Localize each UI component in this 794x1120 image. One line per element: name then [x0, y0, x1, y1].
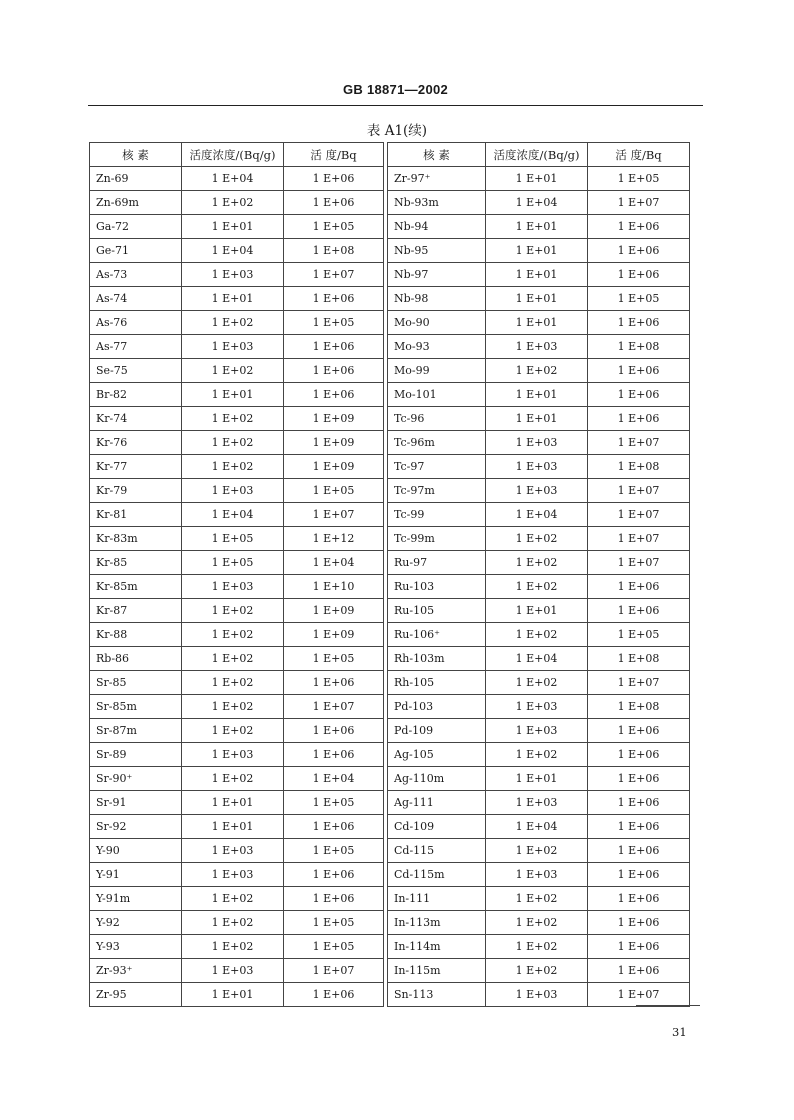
activity-cell-left: 1 E+06 [284, 167, 384, 191]
activity-cell-left: 1 E+06 [284, 863, 384, 887]
table-row [90, 215, 690, 239]
activity-cell-right: 1 E+05 [588, 287, 690, 311]
table-row [90, 887, 690, 911]
activity-concentration-cell-right: 1 E+02 [486, 935, 588, 959]
table-row [90, 671, 690, 695]
nuclide-cell-right: Tc-97 [388, 455, 486, 479]
table-row [90, 839, 690, 863]
table-row [90, 263, 690, 287]
nuclide-cell-left: Kr-85m [90, 575, 182, 599]
nuclide-cell-left: Ge-71 [90, 239, 182, 263]
activity-cell-right: 1 E+06 [588, 311, 690, 335]
activity-concentration-cell-left: 1 E+04 [182, 167, 284, 191]
activity-cell-left: 1 E+05 [284, 935, 384, 959]
activity-cell-left: 1 E+06 [284, 815, 384, 839]
table-row [90, 311, 690, 335]
activity-concentration-cell-right: 1 E+04 [486, 503, 588, 527]
nuclide-cell-right: Cd-115 [388, 839, 486, 863]
table-row [90, 383, 690, 407]
activity-concentration-cell-left: 1 E+02 [182, 911, 284, 935]
activity-cell-right: 1 E+07 [588, 983, 690, 1007]
nuclide-cell-left: Kr-87 [90, 599, 182, 623]
nuclide-cell-left: Ga-72 [90, 215, 182, 239]
activity-concentration-cell-left: 1 E+02 [182, 599, 284, 623]
activity-concentration-cell-right: 1 E+02 [486, 623, 588, 647]
activity-cell-left: 1 E+05 [284, 647, 384, 671]
nuclide-cell-left: Y-90 [90, 839, 182, 863]
nuclide-cell-left: Zn-69m [90, 191, 182, 215]
header-nuclide-right: 核 素 [388, 143, 486, 167]
activity-concentration-cell-left: 1 E+03 [182, 863, 284, 887]
activity-concentration-cell-right: 1 E+03 [486, 695, 588, 719]
activity-cell-right: 1 E+08 [588, 695, 690, 719]
nuclide-cell-right: Rh-103m [388, 647, 486, 671]
table-row [90, 431, 690, 455]
activity-cell-right: 1 E+08 [588, 455, 690, 479]
activity-concentration-cell-left: 1 E+02 [182, 623, 284, 647]
nuclide-cell-right: Pd-109 [388, 719, 486, 743]
nuclide-cell-left: Kr-76 [90, 431, 182, 455]
nuclide-cell-left: Rb-86 [90, 647, 182, 671]
nuclide-cell-right: Cd-109 [388, 815, 486, 839]
activity-cell-right: 1 E+06 [588, 959, 690, 983]
activity-concentration-cell-right: 1 E+03 [486, 983, 588, 1007]
nuclide-cell-right: Tc-99 [388, 503, 486, 527]
table-row [90, 791, 690, 815]
nuclide-cell-left: Y-92 [90, 911, 182, 935]
activity-concentration-cell-left: 1 E+03 [182, 743, 284, 767]
activity-concentration-cell-right: 1 E+03 [486, 863, 588, 887]
nuclide-cell-right: In-115m [388, 959, 486, 983]
nuclide-cell-right: Tc-96 [388, 407, 486, 431]
activity-cell-right: 1 E+06 [588, 887, 690, 911]
nuclide-cell-left: Y-91 [90, 863, 182, 887]
table-row [90, 287, 690, 311]
activity-concentration-cell-left: 1 E+03 [182, 839, 284, 863]
nuclide-cell-left: Zn-69 [90, 167, 182, 191]
nuclide-cell-left: Kr-83m [90, 527, 182, 551]
nuclide-cell-right: Nb-95 [388, 239, 486, 263]
table-row [90, 911, 690, 935]
header-activity-concentration-left: 活度浓度/(Bq/g) [182, 143, 284, 167]
table-row [90, 863, 690, 887]
activity-cell-left: 1 E+09 [284, 407, 384, 431]
nuclide-cell-right: Zr-97⁺ [388, 167, 486, 191]
activity-concentration-cell-left: 1 E+02 [182, 431, 284, 455]
activity-concentration-cell-left: 1 E+02 [182, 719, 284, 743]
activity-concentration-cell-right: 1 E+01 [486, 263, 588, 287]
table-row [90, 647, 690, 671]
standard-code: GB 18871—2002 [342, 82, 449, 97]
activity-concentration-cell-left: 1 E+03 [182, 575, 284, 599]
nuclide-cell-left: Zr-95 [90, 983, 182, 1007]
activity-concentration-cell-right: 1 E+03 [486, 719, 588, 743]
nuclide-cell-right: Mo-93 [388, 335, 486, 359]
activity-cell-left: 1 E+09 [284, 431, 384, 455]
activity-concentration-cell-right: 1 E+03 [486, 431, 588, 455]
header-activity-concentration-right: 活度浓度/(Bq/g) [486, 143, 588, 167]
table-row [90, 335, 690, 359]
activity-cell-left: 1 E+06 [284, 191, 384, 215]
nuclide-cell-left: Sr-87m [90, 719, 182, 743]
table-bottom-mark [636, 1005, 700, 1006]
nuclide-cell-left: Br-82 [90, 383, 182, 407]
nuclide-cell-right: Tc-96m [388, 431, 486, 455]
activity-concentration-cell-right: 1 E+02 [486, 359, 588, 383]
nuclide-cell-left: Kr-79 [90, 479, 182, 503]
table-body [90, 167, 690, 1007]
activity-concentration-cell-left: 1 E+01 [182, 983, 284, 1007]
nuclide-cell-left: Kr-88 [90, 623, 182, 647]
activity-cell-right: 1 E+06 [588, 839, 690, 863]
activity-cell-left: 1 E+07 [284, 263, 384, 287]
activity-cell-right: 1 E+08 [588, 335, 690, 359]
table-row [90, 719, 690, 743]
nuclide-cell-right: Tc-99m [388, 527, 486, 551]
activity-cell-right: 1 E+07 [588, 671, 690, 695]
activity-cell-right: 1 E+06 [588, 575, 690, 599]
activity-concentration-cell-right: 1 E+03 [486, 455, 588, 479]
activity-cell-right: 1 E+07 [588, 503, 690, 527]
activity-concentration-cell-right: 1 E+01 [486, 287, 588, 311]
nuclide-cell-right: Mo-99 [388, 359, 486, 383]
table-row [90, 503, 690, 527]
activity-cell-right: 1 E+06 [588, 863, 690, 887]
activity-cell-left: 1 E+06 [284, 671, 384, 695]
activity-concentration-cell-right: 1 E+01 [486, 383, 588, 407]
activity-concentration-cell-right: 1 E+01 [486, 767, 588, 791]
nuclide-cell-right: Cd-115m [388, 863, 486, 887]
activity-cell-right: 1 E+06 [588, 263, 690, 287]
activity-concentration-cell-left: 1 E+02 [182, 359, 284, 383]
activity-concentration-cell-right: 1 E+02 [486, 839, 588, 863]
activity-cell-left: 1 E+04 [284, 551, 384, 575]
table-row [90, 815, 690, 839]
activity-cell-left: 1 E+05 [284, 911, 384, 935]
activity-concentration-cell-right: 1 E+04 [486, 815, 588, 839]
activity-cell-right: 1 E+06 [588, 935, 690, 959]
activity-cell-left: 1 E+12 [284, 527, 384, 551]
activity-cell-left: 1 E+07 [284, 959, 384, 983]
activity-cell-left: 1 E+06 [284, 887, 384, 911]
activity-concentration-cell-left: 1 E+03 [182, 959, 284, 983]
activity-cell-right: 1 E+06 [588, 383, 690, 407]
activity-cell-right: 1 E+06 [588, 743, 690, 767]
nuclide-cell-right: Pd-103 [388, 695, 486, 719]
activity-concentration-cell-left: 1 E+01 [182, 791, 284, 815]
activity-cell-right: 1 E+06 [588, 911, 690, 935]
activity-cell-left: 1 E+06 [284, 743, 384, 767]
activity-concentration-cell-right: 1 E+02 [486, 671, 588, 695]
nuclide-cell-right: Ag-111 [388, 791, 486, 815]
activity-cell-right: 1 E+06 [588, 719, 690, 743]
nuclide-cell-right: In-114m [388, 935, 486, 959]
nuclide-cell-left: As-76 [90, 311, 182, 335]
nuclide-cell-right: Ru-105 [388, 599, 486, 623]
nuclide-cell-right: Nb-97 [388, 263, 486, 287]
activity-cell-right: 1 E+05 [588, 623, 690, 647]
document-header [88, 82, 703, 106]
activity-cell-right: 1 E+07 [588, 431, 690, 455]
table-row [90, 407, 690, 431]
nuclide-cell-right: Ru-97 [388, 551, 486, 575]
activity-concentration-cell-right: 1 E+02 [486, 743, 588, 767]
activity-cell-left: 1 E+09 [284, 455, 384, 479]
activity-concentration-cell-right: 1 E+02 [486, 887, 588, 911]
activity-cell-left: 1 E+08 [284, 239, 384, 263]
activity-cell-left: 1 E+05 [284, 215, 384, 239]
nuclide-cell-left: Zr-93⁺ [90, 959, 182, 983]
activity-cell-left: 1 E+07 [284, 503, 384, 527]
nuclide-cell-right: Nb-94 [388, 215, 486, 239]
nuclide-cell-left: Sr-90⁺ [90, 767, 182, 791]
activity-cell-right: 1 E+06 [588, 599, 690, 623]
table-row [90, 935, 690, 959]
activity-concentration-cell-right: 1 E+01 [486, 599, 588, 623]
activity-cell-right: 1 E+06 [588, 767, 690, 791]
nuclide-cell-right: Sn-113 [388, 983, 486, 1007]
table-header-row [90, 143, 690, 167]
table-row [90, 359, 690, 383]
nuclide-cell-right: In-111 [388, 887, 486, 911]
activity-concentration-cell-right: 1 E+01 [486, 167, 588, 191]
nuclide-cell-left: As-77 [90, 335, 182, 359]
header-activity-right: 活 度/Bq [588, 143, 690, 167]
activity-cell-right: 1 E+07 [588, 527, 690, 551]
activity-cell-left: 1 E+06 [284, 287, 384, 311]
table-row [90, 623, 690, 647]
nuclide-cell-left: As-73 [90, 263, 182, 287]
table-row [90, 695, 690, 719]
nuclide-cell-left: Kr-74 [90, 407, 182, 431]
nuclide-cell-left: Kr-85 [90, 551, 182, 575]
activity-concentration-cell-right: 1 E+04 [486, 191, 588, 215]
activity-concentration-cell-right: 1 E+01 [486, 407, 588, 431]
activity-cell-left: 1 E+06 [284, 719, 384, 743]
header-activity-left: 活 度/Bq [284, 143, 384, 167]
activity-concentration-cell-right: 1 E+04 [486, 647, 588, 671]
table-row [90, 983, 690, 1007]
nuclide-cell-left: Y-91m [90, 887, 182, 911]
nuclide-cell-right: Rh-105 [388, 671, 486, 695]
activity-concentration-cell-left: 1 E+02 [182, 935, 284, 959]
table-row [90, 551, 690, 575]
nuclide-cell-left: Sr-85m [90, 695, 182, 719]
header-nuclide-left: 核 素 [90, 143, 182, 167]
activity-cell-left: 1 E+06 [284, 983, 384, 1007]
activity-cell-right: 1 E+05 [588, 167, 690, 191]
activity-concentration-cell-left: 1 E+02 [182, 311, 284, 335]
activity-cell-right: 1 E+07 [588, 479, 690, 503]
activity-cell-right: 1 E+06 [588, 815, 690, 839]
activity-concentration-cell-right: 1 E+01 [486, 239, 588, 263]
activity-cell-left: 1 E+05 [284, 311, 384, 335]
activity-cell-right: 1 E+08 [588, 647, 690, 671]
nuclide-cell-left: Kr-77 [90, 455, 182, 479]
nuclide-cell-left: Kr-81 [90, 503, 182, 527]
nuclide-cell-right: Mo-90 [388, 311, 486, 335]
nuclide-cell-right: Nb-93m [388, 191, 486, 215]
activity-concentration-cell-left: 1 E+02 [182, 887, 284, 911]
activity-cell-left: 1 E+09 [284, 623, 384, 647]
header-rule [88, 105, 703, 106]
activity-cell-left: 1 E+05 [284, 839, 384, 863]
activity-concentration-cell-left: 1 E+05 [182, 527, 284, 551]
nuclide-cell-right: Nb-98 [388, 287, 486, 311]
activity-concentration-cell-left: 1 E+02 [182, 407, 284, 431]
table-row [90, 743, 690, 767]
activity-concentration-cell-right: 1 E+02 [486, 959, 588, 983]
nuclide-cell-left: Se-75 [90, 359, 182, 383]
table-row [90, 959, 690, 983]
activity-concentration-cell-left: 1 E+04 [182, 503, 284, 527]
nuclide-cell-right: In-113m [388, 911, 486, 935]
nuclide-exemption-table [89, 142, 690, 1007]
activity-cell-right: 1 E+06 [588, 239, 690, 263]
table-row [90, 575, 690, 599]
activity-concentration-cell-left: 1 E+02 [182, 695, 284, 719]
activity-cell-left: 1 E+06 [284, 359, 384, 383]
activity-concentration-cell-right: 1 E+01 [486, 215, 588, 239]
activity-concentration-cell-left: 1 E+02 [182, 767, 284, 791]
activity-concentration-cell-right: 1 E+03 [486, 479, 588, 503]
activity-concentration-cell-left: 1 E+02 [182, 671, 284, 695]
nuclide-cell-right: Ag-105 [388, 743, 486, 767]
activity-concentration-cell-right: 1 E+02 [486, 551, 588, 575]
activity-concentration-cell-left: 1 E+01 [182, 215, 284, 239]
activity-cell-left: 1 E+06 [284, 383, 384, 407]
activity-cell-right: 1 E+06 [588, 215, 690, 239]
nuclide-cell-left: As-74 [90, 287, 182, 311]
activity-concentration-cell-right: 1 E+02 [486, 911, 588, 935]
activity-concentration-cell-left: 1 E+01 [182, 383, 284, 407]
activity-cell-right: 1 E+06 [588, 407, 690, 431]
activity-concentration-cell-left: 1 E+03 [182, 263, 284, 287]
activity-cell-left: 1 E+04 [284, 767, 384, 791]
nuclide-cell-left: Sr-91 [90, 791, 182, 815]
activity-cell-left: 1 E+06 [284, 335, 384, 359]
nuclide-cell-right: Mo-101 [388, 383, 486, 407]
activity-concentration-cell-left: 1 E+05 [182, 551, 284, 575]
nuclide-cell-right: Ru-103 [388, 575, 486, 599]
activity-concentration-cell-left: 1 E+01 [182, 287, 284, 311]
nuclide-cell-left: Y-93 [90, 935, 182, 959]
activity-concentration-cell-left: 1 E+03 [182, 335, 284, 359]
table-row [90, 191, 690, 215]
nuclide-cell-right: Ru-106⁺ [388, 623, 486, 647]
nuclide-cell-left: Sr-92 [90, 815, 182, 839]
nuclide-cell-right: Tc-97m [388, 479, 486, 503]
table-row [90, 455, 690, 479]
activity-cell-right: 1 E+06 [588, 359, 690, 383]
activity-cell-left: 1 E+10 [284, 575, 384, 599]
activity-cell-right: 1 E+07 [588, 191, 690, 215]
activity-concentration-cell-right: 1 E+03 [486, 791, 588, 815]
activity-concentration-cell-right: 1 E+02 [486, 575, 588, 599]
table-row [90, 767, 690, 791]
activity-cell-left: 1 E+07 [284, 695, 384, 719]
activity-cell-left: 1 E+05 [284, 479, 384, 503]
activity-cell-right: 1 E+06 [588, 791, 690, 815]
activity-concentration-cell-right: 1 E+01 [486, 311, 588, 335]
activity-concentration-cell-left: 1 E+02 [182, 191, 284, 215]
nuclide-cell-right: Ag-110m [388, 767, 486, 791]
activity-concentration-cell-right: 1 E+02 [486, 527, 588, 551]
activity-concentration-cell-left: 1 E+02 [182, 455, 284, 479]
activity-cell-left: 1 E+09 [284, 599, 384, 623]
table-row [90, 167, 690, 191]
activity-concentration-cell-left: 1 E+01 [182, 815, 284, 839]
nuclide-cell-left: Sr-89 [90, 743, 182, 767]
activity-concentration-cell-left: 1 E+02 [182, 647, 284, 671]
table-row [90, 599, 690, 623]
table-row [90, 239, 690, 263]
activity-cell-right: 1 E+07 [588, 551, 690, 575]
activity-concentration-cell-left: 1 E+04 [182, 239, 284, 263]
table-row [90, 527, 690, 551]
table-row [90, 479, 690, 503]
page-number: 31 [672, 1025, 687, 1039]
activity-concentration-cell-left: 1 E+03 [182, 479, 284, 503]
activity-cell-left: 1 E+05 [284, 791, 384, 815]
activity-concentration-cell-right: 1 E+03 [486, 335, 588, 359]
table-caption: 表 A1(续) [366, 123, 428, 139]
nuclide-cell-left: Sr-85 [90, 671, 182, 695]
